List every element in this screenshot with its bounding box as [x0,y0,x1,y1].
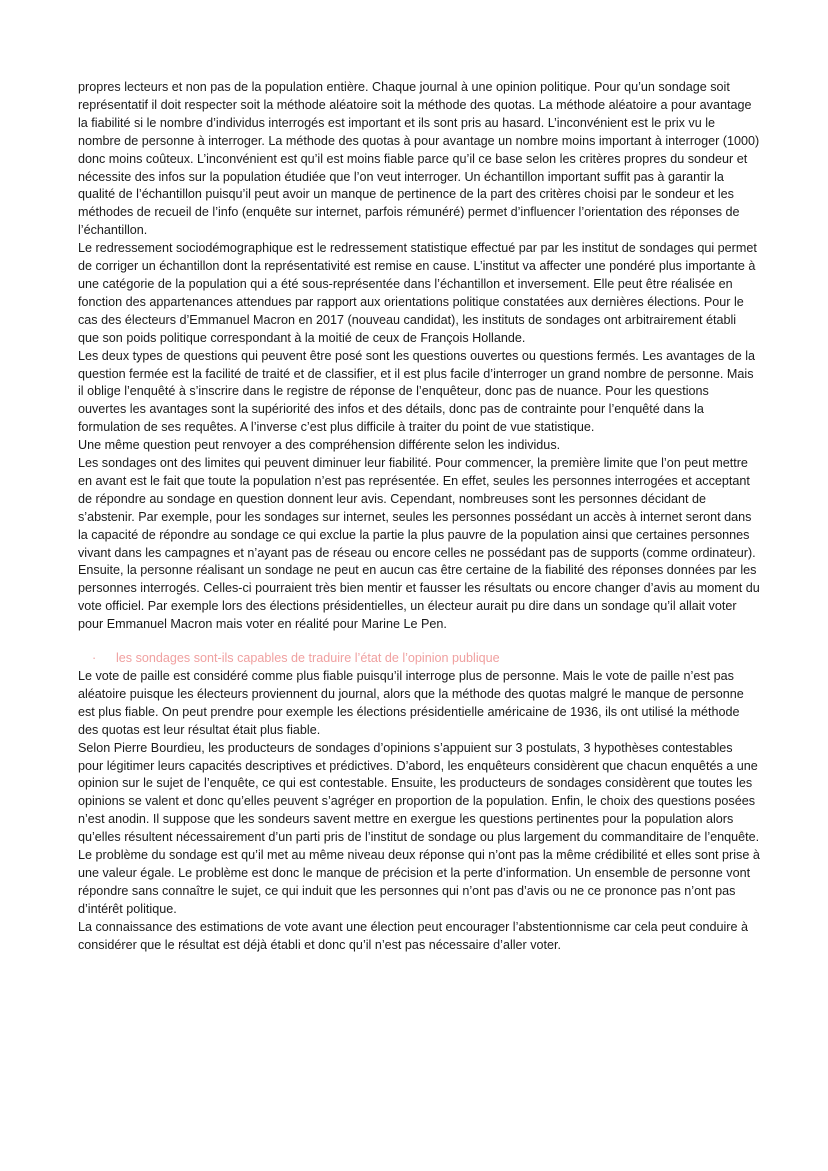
section-heading [78,650,760,668]
bullet-icon: · [92,651,97,666]
paragraph-abstention: La connaissance des estimations de vote avant une élection peut encourager l’abstentionnisme car cela peut conduire à considérer que le résultat est déjà établi et donc qu’il n’est pas nécessaire d’aller voter. [78,919,748,952]
document-page [78,79,760,955]
paragraph-sociodemographic-adjustment: Le redressement sociodémographique est le redressement statistique effectué par par les institut de sondages qui permet de corriger un échantillon dont la représentativité est remise en cause. L’institut va affecter une pondéré plus importante à une catégorie de la population qui a été sous-représentée dans l’échantillon et inversement. Elle peut être réalisée en fonction des appartenances attendues par rapport aux orientations politique constatées aux dernières élections. Pour le cas des électeurs d’Emmanuel Macron en 2017 (nouveau candidat), les instituts de sondages ont arbitrairement établi que son poids politique correspondant à la moitié de ceux de François Hollande. [78,241,757,345]
paragraph-straw-vote: Le vote de paille est considéré comme plus fiable puisqu’il interroge plus de personne. Mais le vote de paille n’est pas aléatoire puisque les électeurs proviennent du journal, alors que la méthode des quotas malgré le manque de personne est plus fiable. On peut prendre pour exemple les élections présidentielle américaine de 1936, ils ont utilisé la méthode des quotas est leur résultat était plus fiable. [78,669,744,737]
paragraph-question-types: Les deux types de questions qui peuvent être posé sont les questions ouvertes ou questions fermés. Les avantages de la question fermée est la facilité de traité et de classifier, et il est plus facile d’interroger un grand nombre de personne. Mais il oblige l’enquêté à s’inscrire dans le registre de réponse de l’enquêteur, donc pas de nuance. Pour les questions ouvertes les avantages sont la supériorité des infos et des détails, donc pas de contrainte pour l’enquêté dans la formulation de ses requêtes. A l’inverse c’est plus difficile à traiter du point de vue statistique. [78,348,756,435]
section-spacer [78,634,760,650]
section-heading-text: les sondages sont-ils capables de traduire l’état de l’opinion publique [116,651,500,666]
paragraph-sampling-methods: propres lecteurs et non pas de la population entière. Chaque journal à une opinion politique. Pour qu’un sondage soit représentatif il doit respecter soit la méthode aléatoire soit la méthode des quotas. La méthode aléatoire a pour avantage la fiabilité si le nombre d’individus interrogés est important et ils sont pris au hasard. L’inconvénient est le prix vu le nombre de personne à interroger. La méthode des quotas à pour avantage un nombre moins important à interroger (1000) donc moins coûteux. L’inconvénient est qu’il est moins fiable parce qu’il ce base selon les critères propres du sondeur et nécessite des infos sur la population étudiée que l’on veut interroger. Un échantillon important suffit pas à garantir la qualité de l’échantillon puisqu’il peut avoir un manque de pertinence de la part des critères choisi par le sondeur et les méthodes de recueil de l’info (enquête sur internet, parfois rémunéré) permet d’influencer l’orientation des réponses de l’échantillon. [78,80,760,238]
paragraph-bourdieu: Selon Pierre Bourdieu, les producteurs de sondages d’opinions s’appuient sur 3 postulats, 3 hypothèses contestables pour légitimer leurs capacités descriptives et prédictives. D’abord, les enquêteurs considèrent que chacun enquêtés a une opinion sur le sujet de l’enquête, ce qui est contestable. Ensuite, les producteurs de sondages considèrent que toutes les opinions se valent et donc qu’elles peuvent s’agréger en proportion de la population. Enfin, le choix des questions posées n’est anodin. Il suppose que les sondeurs savent mettre en exergue les questions pertinentes pour la population alors qu’elles résultent nécessairement d’un parti pris de l’institut de sondage ou plus largement du commanditaire de l’enquête. [78,740,760,845]
paragraph-survey-limits: Les sondages ont des limites qui peuvent diminuer leur fiabilité. Pour commencer, la première limite que l’on peut mettre en avant est le fait que toute la population n’est pas représentée. En effet, seules les personnes interrogées et acceptant de répondre au sondage en question donnent leur avis. Cependant, nombreuses sont les personnes décidant de s’abstenir. Par exemple, pour les sondages sur internet, seules les personnes possédant un accès à internet seront dans la capacité de répondre au sondage ce qui exclue la partie la plus pauvre de la population ainsi que certaines personnes vivant dans les campagnes et n’ayant pas de réseau ou encore celles ne possédant pas de supports (comme ordinateur). Ensuite, la personne réalisant un sondage ne peut en aucun cas être certaine de la fiabilité des réponses données par les personnes interrogés. Celles-ci pourraient très bien mentir et fausser les résultats ou encore changer d’avis au moment du vote officiel. Par exemple lors des élections présidentielles, un électeur aurait pu dire dans un sondage qu’il allait voter pour Emmanuel Macron mais voter en réalité pour Marine Le Pen. [78,456,760,632]
paragraph-comprehension: Une même question peut renvoyer a des compréhension différente selon les individus. [78,438,561,453]
paragraph-survey-problem: Le problème du sondage est qu’il met au même niveau deux réponse qui n’ont pas la même crédibilité et elles sont prise à une valeur égale. Le problème est donc le manque de précision et la perte d’information. Un ensemble de personne vont répondre sans connaître le sujet, ce qui induit que les personnes qui n’ont pas d’avis ou ne ce prononce pas n’ont pas d’intérêt politique. [78,848,760,916]
